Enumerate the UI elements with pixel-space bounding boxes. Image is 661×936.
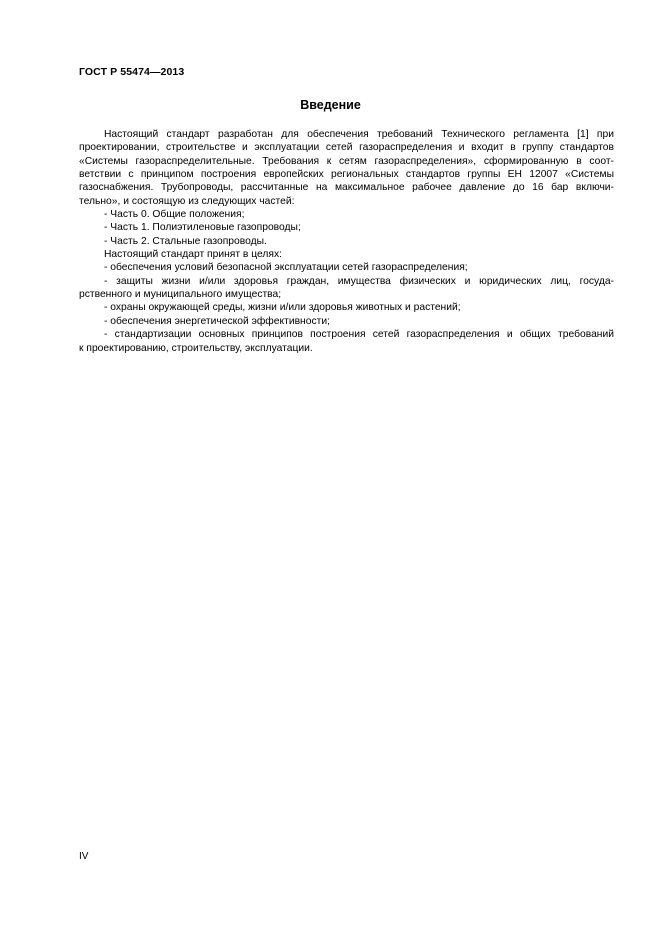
list-item: - Часть 0. Общие положения; xyxy=(104,209,245,221)
text-line: «Системы газораспределительные. Требования к сетям газораспределения», сформированную в соот- xyxy=(79,155,614,167)
document-code: ГОСТ Р 55474—2013 xyxy=(79,66,185,78)
page-number: IV xyxy=(79,851,89,862)
list-item: - обеспечения энергетической эффективности; xyxy=(104,315,330,327)
text-line: Настоящий стандарт разработан для обеспечения требований Технического регламента [1] при xyxy=(104,129,614,140)
text-line: проектировании, строительстве и эксплуатации сетей газораспределения и входит в группу стандартов xyxy=(79,142,614,154)
goals-intro: Настоящий стандарт принят в целях: xyxy=(104,249,283,261)
text-line: ветствии с принципом построения европейских региональных стандартов группы ЕН 12007 «Системы xyxy=(79,169,614,181)
text-line: газоснабжения. Трубопроводы, рассчитанные на максимальное рабочее давление до 16 бар включи- xyxy=(79,182,614,194)
list-item: - охраны окружающей среды, жизни и/или здоровья животных и растений; xyxy=(104,302,461,314)
document-body xyxy=(79,128,614,355)
list-item: - Часть 1. Полиэтиленовые газопроводы; xyxy=(104,222,301,234)
list-item: - Часть 2. Стальные газопроводы. xyxy=(104,235,267,247)
list-item: - стандартизации основных принципов построения сетей газораспределения и общих требований xyxy=(104,329,614,341)
list-item: - защиты жизни и/или здоровья граждан, имущества физических и юридических лиц, госуда- xyxy=(104,275,614,287)
list-item-continuation: к проектированию, строительству, эксплуатации. xyxy=(79,342,313,354)
section-title: Введение xyxy=(300,98,361,112)
list-item: - обеспечения условий безопасной эксплуатации сетей газораспределения; xyxy=(104,262,468,274)
list-item-continuation: рственного и муниципального имущества; xyxy=(79,289,282,301)
text-line: тельно», и состоящую из следующих частей: xyxy=(79,195,295,207)
